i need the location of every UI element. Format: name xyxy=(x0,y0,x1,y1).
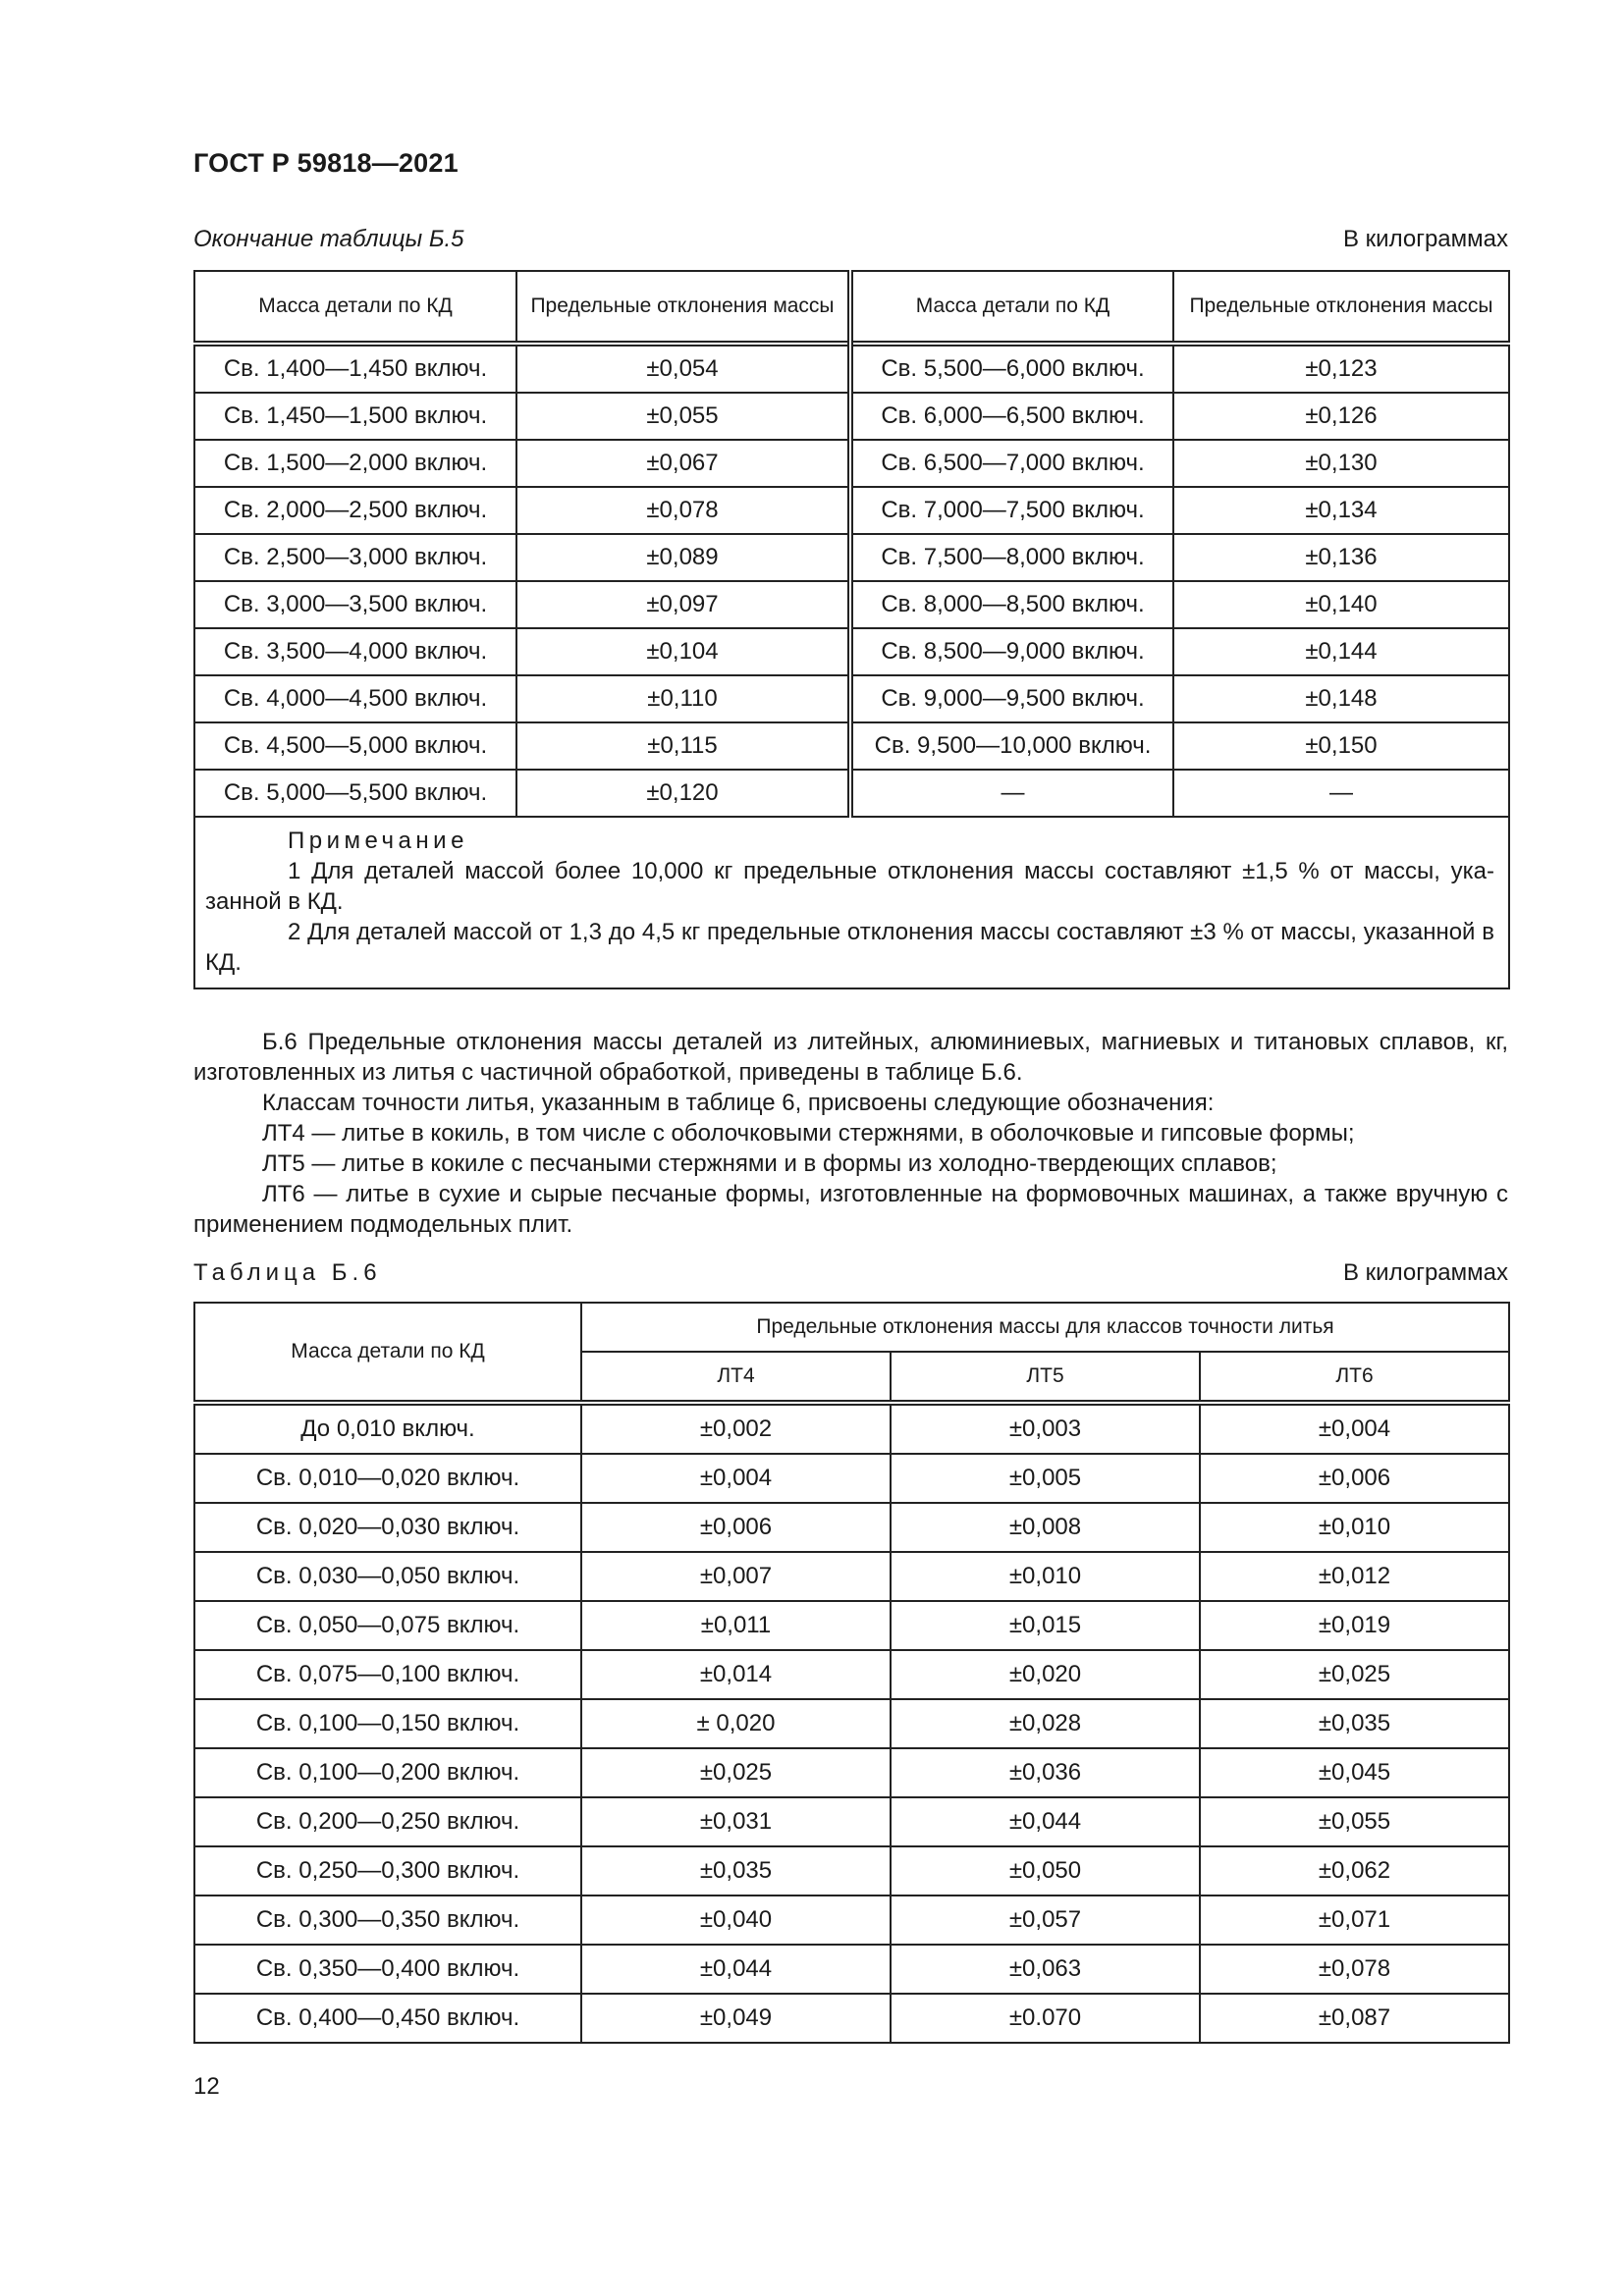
mass-cell: Св. 3,500—4,000 включ. xyxy=(194,628,516,675)
mass-cell: Св. 0,300—0,350 включ. xyxy=(194,1896,581,1945)
table-row xyxy=(194,1403,1509,1454)
deviation-cell: ±0,115 xyxy=(516,722,850,770)
deviation-cell: ±0,097 xyxy=(516,581,850,628)
column-header-class: ЛТ5 xyxy=(891,1352,1200,1403)
mass-cell: Св. 7,000—7,500 включ. xyxy=(850,487,1173,534)
mass-cell: Св. 2,500—3,000 включ. xyxy=(194,534,516,581)
deviation-cell: ±0,144 xyxy=(1173,628,1509,675)
mass-cell: Св. 0,010—0,020 включ. xyxy=(194,1454,581,1503)
note-item: 2 Для деталей массой от 1,3 до 4,5 кг предельные отклонения массы составляют ±3 % от массы, указанной в КД. xyxy=(205,919,1494,976)
deviation-cell: ± 0,020 xyxy=(581,1699,891,1748)
mass-cell: Св. 8,000—8,500 включ. xyxy=(850,581,1173,628)
table-row xyxy=(194,344,1509,393)
table-row xyxy=(194,1454,1509,1503)
page-number: 12 xyxy=(193,2073,220,2100)
deviation-cell: — xyxy=(1173,770,1509,817)
table-b5-unit: В килограммах xyxy=(1343,226,1508,252)
deviation-cell: ±0,140 xyxy=(1173,581,1509,628)
deviation-cell: ±0,025 xyxy=(1200,1650,1509,1699)
mass-cell: Св. 0,050—0,075 включ. xyxy=(194,1601,581,1650)
mass-cell: Св. 1,400—1,450 включ. xyxy=(194,344,516,393)
deviation-cell: ±0,104 xyxy=(516,628,850,675)
table-row xyxy=(194,1748,1509,1797)
deviation-cell: ±0,050 xyxy=(891,1846,1200,1896)
deviation-cell: ±0,035 xyxy=(581,1846,891,1896)
deviation-cell: ±0,044 xyxy=(891,1797,1200,1846)
deviation-cell: ±0,010 xyxy=(1200,1503,1509,1552)
mass-cell: Св. 6,000—6,500 включ. xyxy=(850,393,1173,440)
mass-cell: Св. 4,000—4,500 включ. xyxy=(194,675,516,722)
note-item: 1 Для деталей массой более 10,000 кг предельные отклонения массы составляют ±1,5 % от массы, ука-занной в КД. xyxy=(205,858,1494,915)
deviation-cell: ±0,012 xyxy=(1200,1552,1509,1601)
mass-cell: Св. 5,000—5,500 включ. xyxy=(194,770,516,817)
paragraph: ЛТ5 — литье в кокиле с песчаными стержнями и в формы из холодно-твердеющих сплавов; xyxy=(262,1150,1277,1177)
table-row xyxy=(194,1503,1509,1552)
table-b5-header-row xyxy=(194,271,1509,344)
deviation-cell: ±0,130 xyxy=(1173,440,1509,487)
note-title: Примечание xyxy=(288,828,468,854)
deviation-cell: ±0.070 xyxy=(891,1994,1200,2043)
deviation-cell: ±0,002 xyxy=(581,1403,891,1454)
deviation-cell: ±0,005 xyxy=(891,1454,1200,1503)
mass-cell: Св. 2,000—2,500 включ. xyxy=(194,487,516,534)
column-header-mass: Масса детали по КД xyxy=(194,1303,581,1403)
deviation-cell: ±0,019 xyxy=(1200,1601,1509,1650)
deviation-cell: ±0,134 xyxy=(1173,487,1509,534)
mass-cell: Св. 0,075—0,100 включ. xyxy=(194,1650,581,1699)
mass-cell: Св. 1,500—2,000 включ. xyxy=(194,440,516,487)
mass-cell: Св. 0,350—0,400 включ. xyxy=(194,1945,581,1994)
table-row xyxy=(194,581,1509,628)
deviation-cell: ±0,078 xyxy=(1200,1945,1509,1994)
table-row xyxy=(194,440,1509,487)
column-header-group: Предельные отклонения массы для классов точности литья xyxy=(581,1303,1509,1352)
mass-cell: Св. 9,000—9,500 включ. xyxy=(850,675,1173,722)
column-header-class: ЛТ4 xyxy=(581,1352,891,1403)
deviation-cell: ±0,007 xyxy=(581,1552,891,1601)
paragraph: Классам точности литья, указанным в таблице 6, присвоены следующие обозначения: xyxy=(262,1090,1215,1116)
deviation-cell: ±0,126 xyxy=(1173,393,1509,440)
table-b5-notes xyxy=(194,817,1509,988)
table-b5-notes-row xyxy=(194,817,1509,988)
mass-cell: Св. 4,500—5,000 включ. xyxy=(194,722,516,770)
column-header-mass: Масса детали по КД xyxy=(850,271,1173,344)
deviation-cell: ±0,015 xyxy=(891,1601,1200,1650)
deviation-cell: ±0,055 xyxy=(1200,1797,1509,1846)
mass-cell: Св. 6,500—7,000 включ. xyxy=(850,440,1173,487)
mass-cell: Св. 8,500—9,000 включ. xyxy=(850,628,1173,675)
deviation-cell: ±0,003 xyxy=(891,1403,1200,1454)
paragraph: ЛТ6 — литье в сухие и сырые песчаные формы, изготовленные на формовочных машинах, а также вручную с применением подмодельных плит. xyxy=(193,1181,1508,1238)
table-row xyxy=(194,1552,1509,1601)
deviation-cell: ±0,063 xyxy=(891,1945,1200,1994)
mass-cell: — xyxy=(850,770,1173,817)
table-row xyxy=(194,628,1509,675)
table-row xyxy=(194,534,1509,581)
deviation-cell: ±0,078 xyxy=(516,487,850,534)
mass-cell: Св. 0,030—0,050 включ. xyxy=(194,1552,581,1601)
deviation-cell: ±0,035 xyxy=(1200,1699,1509,1748)
deviation-cell: ±0,150 xyxy=(1173,722,1509,770)
deviation-cell: ±0,110 xyxy=(516,675,850,722)
deviation-cell: ±0,014 xyxy=(581,1650,891,1699)
deviation-cell: ±0,011 xyxy=(581,1601,891,1650)
deviation-cell: ±0,148 xyxy=(1173,675,1509,722)
column-header-deviation: Предельные отклонения массы xyxy=(516,271,850,344)
column-header-class: ЛТ6 xyxy=(1200,1352,1509,1403)
deviation-cell: ±0,054 xyxy=(516,344,850,393)
table-row xyxy=(194,393,1509,440)
deviation-cell: ±0,045 xyxy=(1200,1748,1509,1797)
deviation-cell: ±0,040 xyxy=(581,1896,891,1945)
deviation-cell: ±0,087 xyxy=(1200,1994,1509,2043)
deviation-cell: ±0,028 xyxy=(891,1699,1200,1748)
deviation-cell: ±0,020 xyxy=(891,1650,1200,1699)
deviation-cell: ±0,025 xyxy=(581,1748,891,1797)
deviation-cell: ±0,006 xyxy=(581,1503,891,1552)
table-row xyxy=(194,1601,1509,1650)
table-b6 xyxy=(193,1302,1510,2044)
mass-cell: Св. 0,100—0,200 включ. xyxy=(194,1748,581,1797)
table-row xyxy=(194,1699,1509,1748)
table-b6-caption-row xyxy=(193,1259,1508,1287)
deviation-cell: ±0,089 xyxy=(516,534,850,581)
table-b5 xyxy=(193,270,1510,989)
deviation-cell: ±0,036 xyxy=(891,1748,1200,1797)
deviation-cell: ±0,008 xyxy=(891,1503,1200,1552)
mass-cell: До 0,010 включ. xyxy=(194,1403,581,1454)
table-row xyxy=(194,675,1509,722)
table-b5-caption-row xyxy=(193,226,1508,253)
deviation-cell: ±0,049 xyxy=(581,1994,891,2043)
paragraph: Б.6 Предельные отклонения массы деталей из литейных, алюминиевых, магниевых и титановых сплавов, кг, изготовленных из литья с частичной обработкой, приведены в таблице Б.6. xyxy=(193,1029,1508,1086)
table-b6-unit: В килограммах xyxy=(1343,1259,1508,1286)
table-b5-caption: Окончание таблицы Б.5 xyxy=(193,226,464,252)
deviation-cell: ±0,055 xyxy=(516,393,850,440)
deviation-cell: ±0,062 xyxy=(1200,1846,1509,1896)
table-b6-caption: Таблица Б.6 xyxy=(193,1259,382,1286)
table-row xyxy=(194,1994,1509,2043)
deviation-cell: ±0,031 xyxy=(581,1797,891,1846)
mass-cell: Св. 0,200—0,250 включ. xyxy=(194,1797,581,1846)
mass-cell: Св. 0,100—0,150 включ. xyxy=(194,1699,581,1748)
document-designation: ГОСТ Р 59818—2021 xyxy=(193,148,459,178)
deviation-cell: ±0,120 xyxy=(516,770,850,817)
deviation-cell: ±0,123 xyxy=(1173,344,1509,393)
table-row xyxy=(194,770,1509,817)
table-row xyxy=(194,722,1509,770)
mass-cell: Св. 7,500—8,000 включ. xyxy=(850,534,1173,581)
table-row xyxy=(194,487,1509,534)
mass-cell: Св. 5,500—6,000 включ. xyxy=(850,344,1173,393)
deviation-cell: ±0,004 xyxy=(1200,1403,1509,1454)
deviation-cell: ±0,004 xyxy=(581,1454,891,1503)
column-header-deviation: Предельные отклонения массы xyxy=(1173,271,1509,344)
deviation-cell: ±0,044 xyxy=(581,1945,891,1994)
section-b6-text xyxy=(193,1027,1508,1240)
table-row xyxy=(194,1797,1509,1846)
table-b6-header-row xyxy=(194,1303,1509,1352)
table-row xyxy=(194,1945,1509,1994)
mass-cell: Св. 0,250—0,300 включ. xyxy=(194,1846,581,1896)
mass-cell: Св. 3,000—3,500 включ. xyxy=(194,581,516,628)
mass-cell: Св. 0,020—0,030 включ. xyxy=(194,1503,581,1552)
mass-cell: Св. 1,450—1,500 включ. xyxy=(194,393,516,440)
table-row xyxy=(194,1846,1509,1896)
deviation-cell: ±0,071 xyxy=(1200,1896,1509,1945)
deviation-cell: ±0,136 xyxy=(1173,534,1509,581)
deviation-cell: ±0,006 xyxy=(1200,1454,1509,1503)
mass-cell: Св. 9,500—10,000 включ. xyxy=(850,722,1173,770)
deviation-cell: ±0,057 xyxy=(891,1896,1200,1945)
column-header-mass: Масса детали по КД xyxy=(194,271,516,344)
paragraph: ЛТ4 — литье в кокиль, в том числе с оболочковыми стержнями, в оболочковые и гипсовые формы; xyxy=(262,1120,1355,1147)
deviation-cell: ±0,010 xyxy=(891,1552,1200,1601)
deviation-cell: ±0,067 xyxy=(516,440,850,487)
table-row xyxy=(194,1896,1509,1945)
table-row xyxy=(194,1650,1509,1699)
mass-cell: Св. 0,400—0,450 включ. xyxy=(194,1994,581,2043)
